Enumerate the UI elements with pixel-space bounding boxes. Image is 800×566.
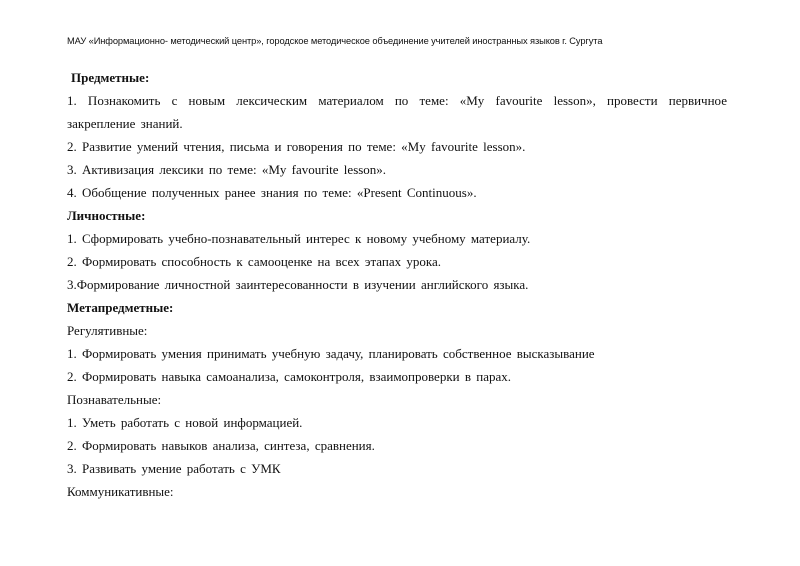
section-title-personal: Личностные:	[67, 208, 146, 223]
list-item: закрепление знаний.	[67, 116, 183, 131]
list-item: 2. Развитие умений чтения, письма и говорения по теме: «My favourite lesson».	[67, 139, 526, 154]
list-item: 2. Формировать навыка самоанализа, самоконтроля, взаимопроверки в парах.	[67, 369, 511, 384]
list-item: 4. Обобщение полученных ранее знания по теме: «Present Continuous».	[67, 185, 477, 200]
list-item: 2. Формировать навыков анализа, синтеза, сравнения.	[67, 438, 375, 453]
subsection-title-regulative: Регулятивные:	[67, 323, 148, 338]
document-body	[67, 66, 727, 503]
list-item: 3.Формирование личностной заинтересованности в изучении английского языка.	[67, 277, 529, 292]
section-title-subject: Предметные:	[71, 70, 150, 85]
subsection-title-cognitive: Познавательные:	[67, 392, 162, 407]
page-header: МАУ «Информационно- методический центр», городское методическое объединение учителей иностранных языков г. Сургута	[67, 36, 603, 46]
list-item: 2. Формировать способность к самооценке на всех этапах урока.	[67, 254, 442, 269]
section-title-meta: Метапредметные:	[67, 300, 174, 315]
list-item: 1. Формировать умения принимать учебную задачу, планировать собственное высказывание	[67, 346, 595, 361]
subsection-title-communicative: Коммуникативные:	[67, 484, 174, 499]
list-item: 1. Познакомить с новым лексическим материалом по теме: «My favourite lesson», провести первичное	[67, 93, 727, 108]
list-item: 3. Развивать умение работать с УМК	[67, 461, 281, 476]
list-item: 3. Активизация лексики по теме: «My favourite lesson».	[67, 162, 387, 177]
list-item: 1. Уметь работать с новой информацией.	[67, 415, 303, 430]
list-item: 1. Сформировать учебно-познавательный интерес к новому учебному материалу.	[67, 231, 531, 246]
